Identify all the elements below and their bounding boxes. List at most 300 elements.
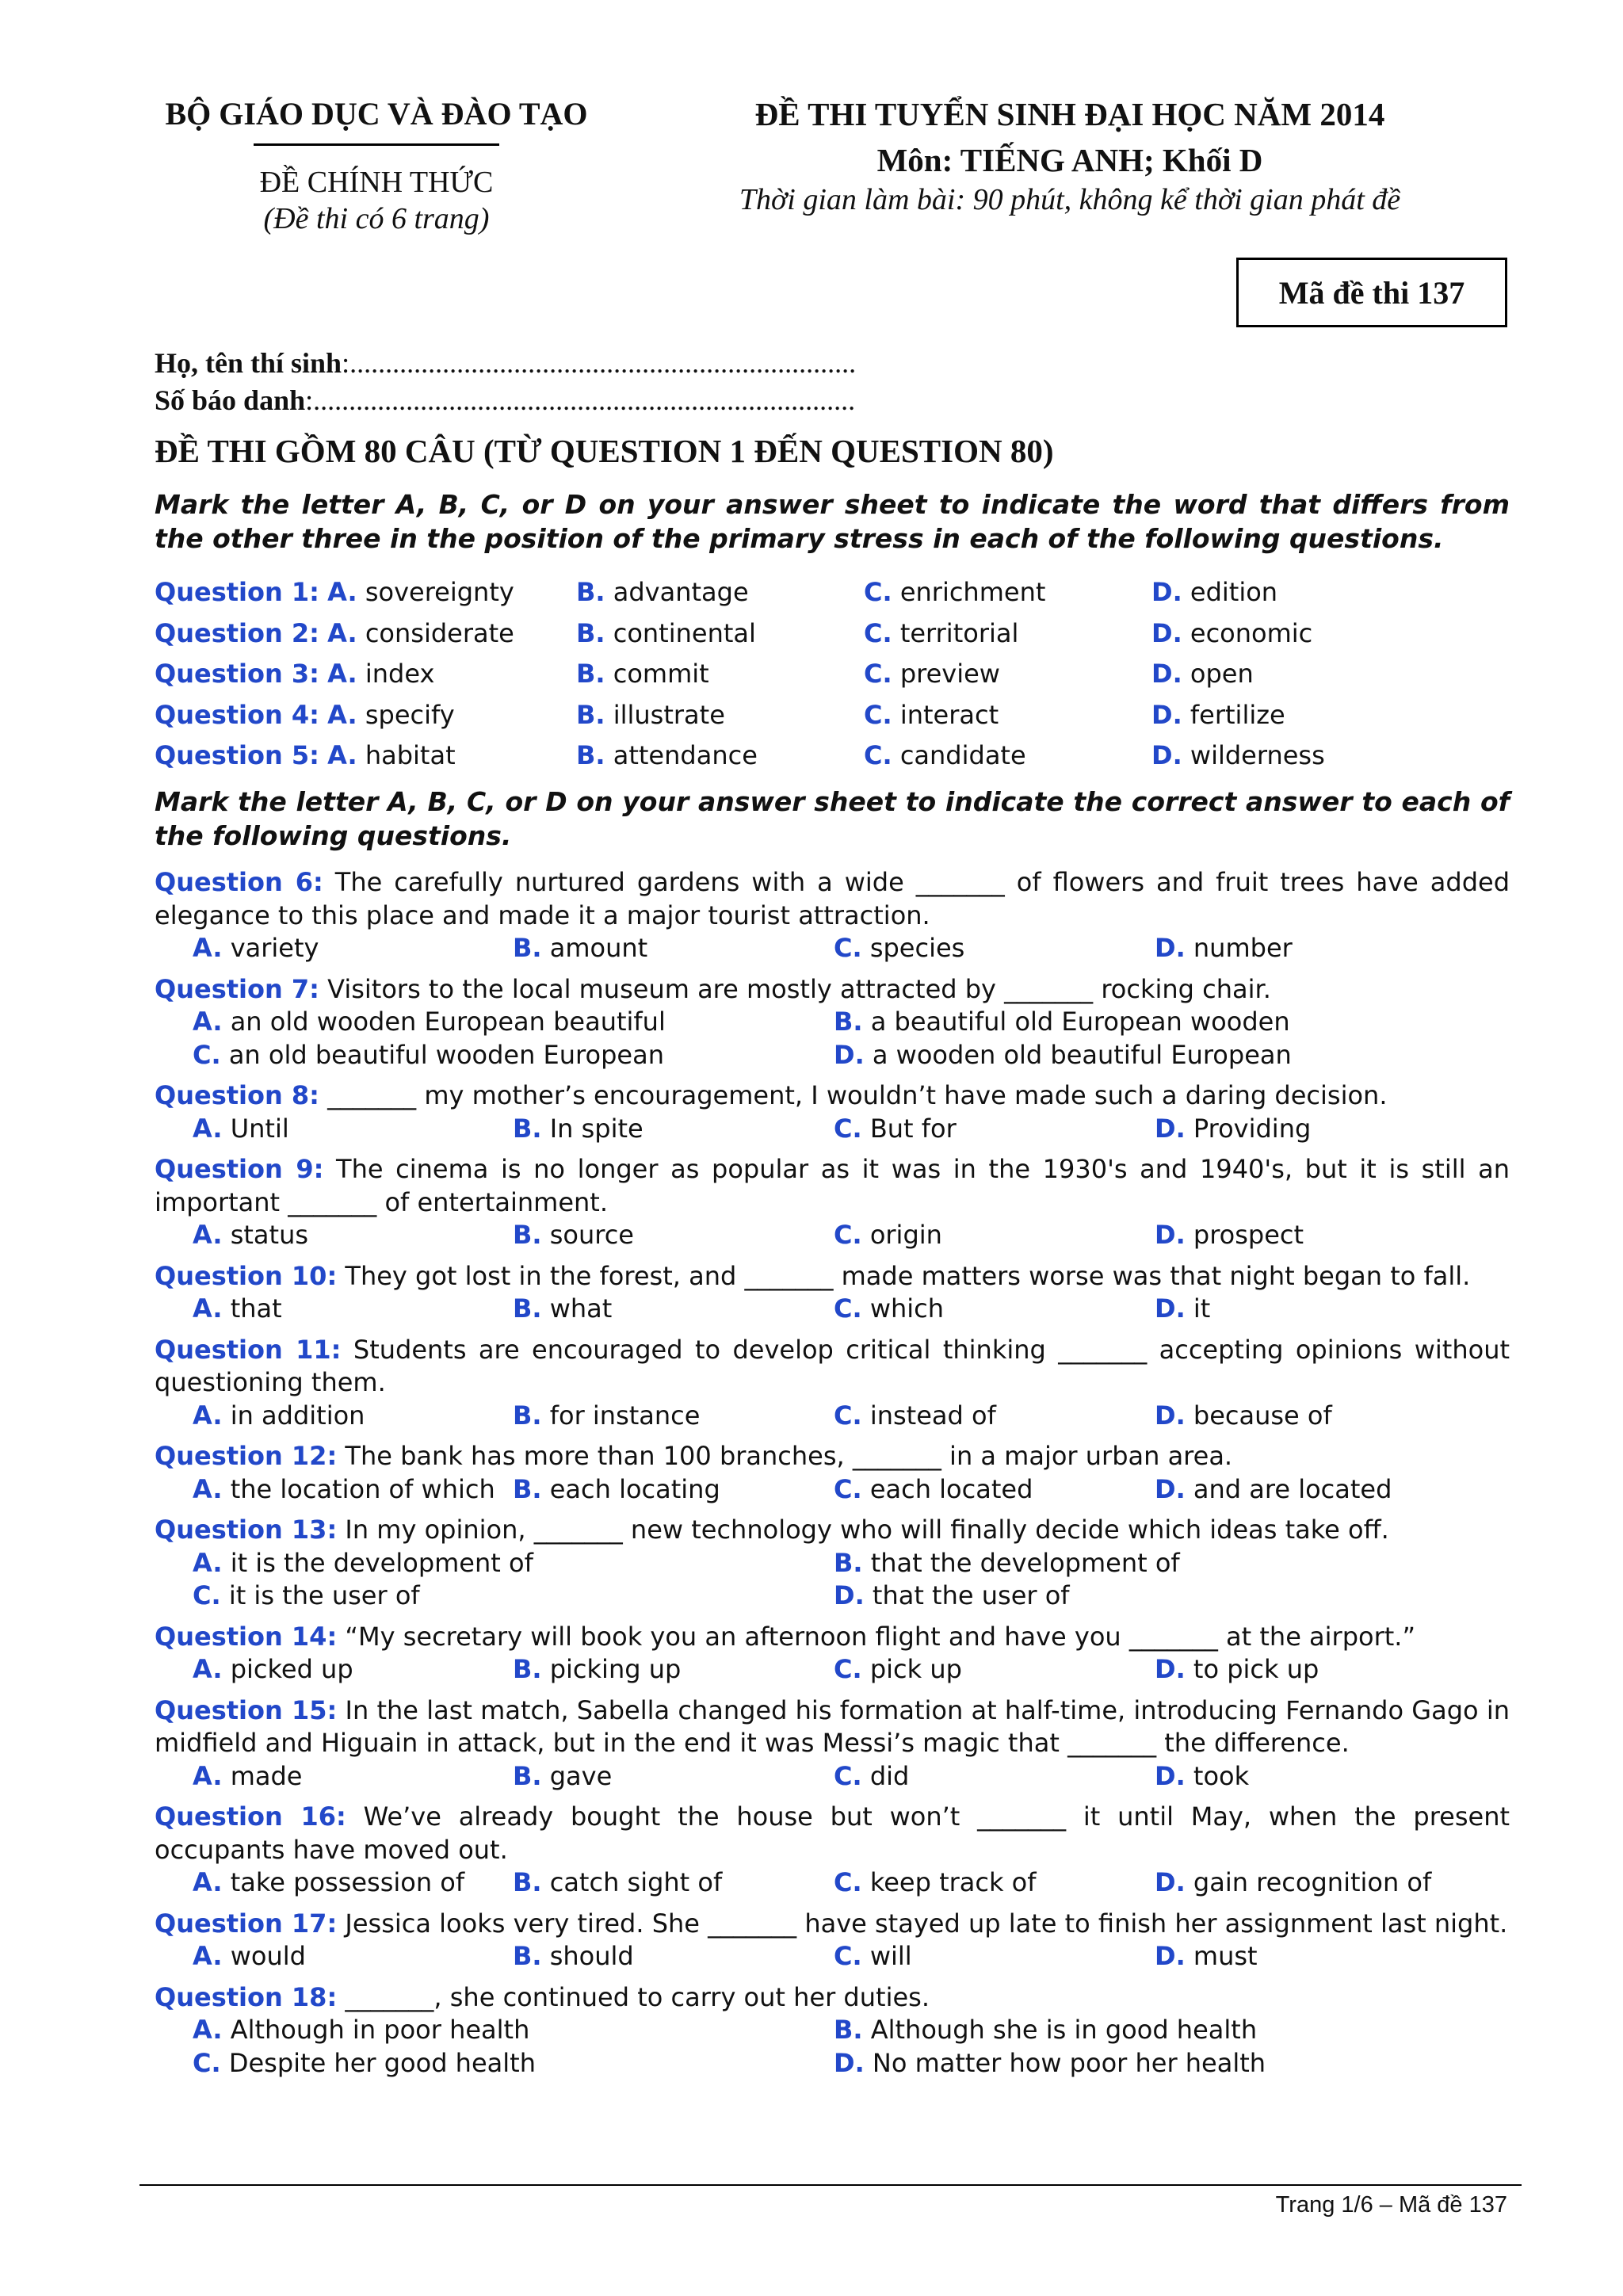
- answer-option-a[interactable]: [193, 1866, 464, 1900]
- question-first-column: [155, 572, 514, 613]
- option-letter: A.: [193, 2015, 223, 2045]
- option-text: open: [1190, 659, 1254, 689]
- option-text: sovereignty: [365, 577, 514, 607]
- option-text: interact: [899, 699, 999, 730]
- option-text: Although in poor health: [230, 2015, 530, 2045]
- option-letter: B.: [834, 1547, 863, 1578]
- option-letter: D.: [834, 2047, 865, 2078]
- option-letter: B.: [513, 1113, 542, 1144]
- answer-option-a[interactable]: [193, 1547, 533, 1580]
- option-letter: C.: [834, 1220, 862, 1250]
- option-text: variety: [230, 933, 319, 963]
- question-first-column: [155, 654, 434, 695]
- answer-option-a[interactable]: [193, 1400, 365, 1433]
- candidate-name-label: Họ, tên thí sinh: [155, 347, 342, 379]
- question-item: [155, 1801, 1510, 1900]
- answer-option-c[interactable]: [864, 572, 1045, 613]
- answer-option-a[interactable]: [193, 1760, 302, 1794]
- question-text-line: [155, 1440, 1510, 1473]
- question-text-line: [155, 1694, 1510, 1760]
- question-label: Question 15:: [155, 1694, 338, 1725]
- exam-time: Thời gian làm bài: 90 phút, không kể thời gian phát đề: [739, 183, 1401, 216]
- question-text-line: [155, 866, 1510, 932]
- answer-option-b[interactable]: [834, 1547, 1180, 1580]
- question-item: [155, 1260, 1510, 1326]
- option-text: catch sight of: [549, 1867, 723, 1897]
- option-text: advantage: [613, 577, 749, 607]
- stress-instructions: Mark the letter A, B, C, or D on your answer sheet to indicate the word that differs from the other three in the position of the primary stress in each of the following questions.: [155, 489, 1510, 554]
- option-letter: C.: [834, 1941, 862, 1971]
- question-item: [155, 866, 1510, 965]
- option-letter: A.: [327, 577, 357, 607]
- question-item: [155, 1153, 1510, 1252]
- option-text: Until: [230, 1113, 289, 1144]
- answer-option-b[interactable]: [576, 735, 758, 777]
- question-label: Question 10:: [155, 1260, 338, 1291]
- option-letter: C.: [864, 659, 892, 689]
- option-letter: A.: [193, 1220, 223, 1250]
- answer-option-b[interactable]: [834, 2014, 1257, 2047]
- candidate-name-line: [155, 346, 856, 380]
- answer-option-a[interactable]: [193, 1113, 289, 1146]
- option-letter: D.: [1155, 1654, 1186, 1684]
- multiple-choice-questions: [155, 866, 1510, 2080]
- option-letter: B.: [834, 1007, 863, 1037]
- answer-option-a[interactable]: [193, 1940, 306, 1973]
- option-text: and are located: [1193, 1473, 1392, 1504]
- answer-option-d[interactable]: [1155, 1866, 1431, 1900]
- options-row: [155, 1039, 1510, 1072]
- question-text: In the last match, Sabella changed his formation at half-time, introducing Fernando Gago in midfield and Higuain in attack, but in the end it was Messi’s magic that _______ the difference.: [155, 1694, 1510, 1758]
- stress-question-row: [155, 735, 1510, 777]
- option-text: will: [869, 1941, 912, 1971]
- option-letter: D.: [1151, 617, 1182, 648]
- question-text: In my opinion, _______ new technology who will finally decide which ideas take off.: [345, 1515, 1389, 1545]
- answer-option-d[interactable]: [1155, 1113, 1311, 1146]
- option-text: candidate: [899, 740, 1026, 770]
- answer-option-b[interactable]: [513, 1866, 722, 1900]
- option-text: number: [1193, 933, 1293, 963]
- option-text: wilderness: [1190, 740, 1325, 770]
- option-text: origin: [869, 1220, 942, 1250]
- option-letter: B.: [576, 699, 605, 730]
- option-text: it: [1193, 1293, 1211, 1324]
- option-letter: B.: [576, 740, 605, 770]
- option-letter: C.: [834, 1473, 862, 1504]
- option-letter: C.: [864, 617, 892, 648]
- option-text: considerate: [365, 617, 514, 648]
- answer-option-d[interactable]: [834, 2047, 1266, 2080]
- option-text: specify: [365, 699, 455, 730]
- option-letter: C.: [864, 740, 892, 770]
- option-text: Providing: [1193, 1113, 1312, 1144]
- option-text: amount: [549, 933, 648, 963]
- candidate-name-dots: :.......................................................................: [342, 347, 857, 379]
- answer-option-b[interactable]: [513, 1400, 700, 1433]
- answer-option-d[interactable]: [1151, 613, 1312, 655]
- question-label: Question 12:: [155, 1441, 338, 1471]
- option-letter: D.: [1151, 659, 1182, 689]
- option-text: gave: [549, 1760, 613, 1791]
- question-text: “My secretary will book you an afternoon flight and have you _______ at the airport.”: [345, 1621, 1416, 1652]
- exam-title: ĐỀ THI TUYỂN SINH ĐẠI HỌC NĂM 2014: [754, 96, 1385, 132]
- option-text: pick up: [869, 1654, 962, 1684]
- question-label: Question 2:: [155, 617, 319, 648]
- answer-option-d[interactable]: [1155, 1473, 1392, 1507]
- option-text: it is the development of: [230, 1547, 533, 1578]
- options-row: [155, 1580, 1510, 1613]
- option-letter: D.: [1155, 1760, 1186, 1791]
- option-text: to pick up: [1193, 1654, 1319, 1684]
- question-item: [155, 1440, 1510, 1506]
- option-text: that the development of: [870, 1547, 1180, 1578]
- page-footer: Trang 1/6 – Mã đề 137: [1275, 2192, 1507, 2218]
- option-letter: A.: [193, 1867, 223, 1897]
- answer-option-c[interactable]: [834, 1653, 962, 1687]
- option-letter: A.: [193, 1941, 223, 1971]
- answer-option-c[interactable]: [834, 1400, 996, 1433]
- option-letter: D.: [1151, 577, 1182, 607]
- answer-option-b[interactable]: [513, 1940, 634, 1973]
- question-text-line: [155, 1079, 1510, 1113]
- option-letter: D.: [1155, 933, 1186, 963]
- question-label: Question 7:: [155, 973, 319, 1004]
- candidate-id-label: Số báo danh: [155, 384, 306, 416]
- answer-option-d[interactable]: [1155, 1293, 1210, 1326]
- answer-option-c[interactable]: [834, 1113, 957, 1146]
- option-text: instead of: [869, 1400, 996, 1431]
- options-row: [155, 1113, 1510, 1146]
- options-row: [155, 2047, 1510, 2080]
- stress-question-row: [155, 572, 1510, 613]
- question-text: We’ve already bought the house but won’t _______ it until May, when the present occupants have moved out.: [155, 1801, 1510, 1865]
- option-text: continental: [613, 617, 756, 648]
- question-text: _______ my mother’s encouragement, I wouldn’t have made such a daring decision.: [327, 1080, 1388, 1110]
- option-text: a wooden old beautiful European: [872, 1039, 1292, 1070]
- answer-option-b[interactable]: [576, 654, 709, 695]
- option-text: Although she is in good health: [870, 2015, 1258, 2045]
- question-label: Question 6:: [155, 867, 323, 897]
- options-row: [155, 1760, 1510, 1794]
- exam-code-box: Mã đề thi 137: [1236, 258, 1507, 327]
- question-text: Visitors to the local museum are mostly attracted by _______ rocking chair.: [327, 973, 1271, 1004]
- question-text-line: [155, 1981, 1510, 2015]
- option-letter: C.: [834, 1867, 862, 1897]
- option-letter: C.: [834, 1113, 862, 1144]
- exam-subject: Môn: TIẾNG ANH; Khối D: [876, 142, 1263, 178]
- option-text: made: [230, 1760, 303, 1791]
- options-row: [155, 932, 1510, 965]
- question-item: [155, 1514, 1510, 1613]
- answer-option-a[interactable]: [327, 577, 514, 607]
- option-letter: D.: [1155, 1941, 1186, 1971]
- option-text: attendance: [613, 740, 758, 770]
- answer-option-b[interactable]: [513, 932, 647, 965]
- option-letter: A.: [327, 659, 357, 689]
- answer-option-a[interactable]: [193, 1293, 282, 1326]
- question-label: Question 9:: [155, 1154, 324, 1184]
- question-label: Question 18:: [155, 1981, 338, 2012]
- question-first-column: [155, 735, 456, 777]
- option-letter: C.: [834, 1654, 862, 1684]
- option-text: should: [549, 1941, 634, 1971]
- answer-option-c[interactable]: [193, 1580, 420, 1613]
- option-text: that the user of: [872, 1580, 1070, 1610]
- stress-question-row: [155, 654, 1510, 695]
- stress-question-row: [155, 613, 1510, 655]
- answer-option-b[interactable]: [834, 1006, 1290, 1039]
- question-text-line: [155, 973, 1510, 1007]
- options-row: [155, 1547, 1510, 1580]
- answer-option-d[interactable]: [1151, 572, 1277, 613]
- option-text: which: [869, 1293, 945, 1324]
- answer-option-c[interactable]: [864, 695, 999, 736]
- option-letter: D.: [1155, 1113, 1186, 1144]
- answer-option-a[interactable]: [193, 1219, 308, 1252]
- answer-option-a[interactable]: [193, 1006, 666, 1039]
- question-item: [155, 1694, 1510, 1794]
- answer-option-b[interactable]: [576, 572, 749, 613]
- answer-option-a[interactable]: [327, 618, 514, 648]
- option-letter: A.: [327, 617, 357, 648]
- question-text: The cinema is no longer as popular as it was in the 1930's and 1940's, but it is still an important _______ of entertainment.: [155, 1154, 1510, 1217]
- option-letter: B.: [834, 2015, 863, 2045]
- question-text-line: [155, 1334, 1510, 1400]
- option-text: commit: [613, 659, 709, 689]
- official-label: ĐỀ CHÍNH THỨC: [259, 166, 494, 199]
- options-row: [155, 1940, 1510, 1973]
- option-text: fertilize: [1190, 699, 1285, 730]
- question-text-line: [155, 1621, 1510, 1654]
- options-row: [155, 1866, 1510, 1900]
- option-text: each located: [869, 1473, 1033, 1504]
- answer-option-c[interactable]: [834, 1760, 909, 1794]
- option-text: keep track of: [869, 1867, 1037, 1897]
- candidate-id-line: [155, 384, 855, 417]
- option-letter: A.: [193, 1007, 223, 1037]
- option-letter: A.: [193, 1293, 223, 1324]
- option-letter: B.: [513, 1867, 542, 1897]
- answer-option-c[interactable]: [834, 932, 964, 965]
- header-right: [674, 95, 1466, 217]
- option-text: illustrate: [613, 699, 725, 730]
- option-letter: C.: [834, 1293, 862, 1324]
- answer-option-d[interactable]: [1155, 932, 1293, 965]
- option-text: preview: [899, 659, 1000, 689]
- option-text: Despite her good health: [228, 2047, 536, 2078]
- option-text: enrichment: [899, 577, 1046, 607]
- option-text: economic: [1190, 617, 1313, 648]
- answer-option-b[interactable]: [576, 613, 756, 655]
- option-text: edition: [1190, 577, 1278, 607]
- option-letter: B.: [513, 1654, 542, 1684]
- option-text: an old wooden European beautiful: [230, 1007, 666, 1037]
- answer-option-d[interactable]: [1155, 1653, 1319, 1687]
- answer-option-b[interactable]: [513, 1113, 643, 1146]
- option-letter: B.: [513, 1293, 542, 1324]
- answer-option-b[interactable]: [513, 1219, 634, 1252]
- options-row: [155, 1219, 1510, 1252]
- answer-option-a[interactable]: [193, 2014, 529, 2047]
- answer-option-a[interactable]: [193, 932, 319, 965]
- answer-option-a[interactable]: [327, 740, 455, 770]
- option-text: for instance: [549, 1400, 701, 1431]
- option-text: status: [230, 1220, 309, 1250]
- option-text: the location of which: [230, 1473, 495, 1504]
- option-letter: C.: [193, 1039, 221, 1070]
- option-letter: D.: [1151, 740, 1182, 770]
- option-letter: D.: [1155, 1400, 1186, 1431]
- option-text: because of: [1193, 1400, 1332, 1431]
- question-label: Question 13:: [155, 1515, 338, 1545]
- question-text: They got lost in the forest, and _______ made matters worse was that night began to fall.: [345, 1260, 1471, 1291]
- question-item: [155, 1908, 1510, 1973]
- option-text: territorial: [899, 617, 1019, 648]
- question-label: Question 17:: [155, 1908, 338, 1939]
- option-letter: B.: [513, 933, 542, 963]
- option-letter: D.: [1151, 699, 1182, 730]
- question-text: The carefully nurtured gardens with a wide _______ of flowers and fruit trees have added elegance to this place and made it a major tourist attraction.: [155, 867, 1510, 930]
- ministry-name: BỘ GIÁO DỤC VÀ ĐÀO TẠO: [165, 96, 588, 132]
- question-label: Question 1:: [155, 577, 319, 607]
- answer-option-d[interactable]: [1155, 1400, 1332, 1433]
- answer-option-c[interactable]: [864, 735, 1026, 777]
- options-row: [155, 1473, 1510, 1507]
- answer-option-a[interactable]: [193, 1473, 495, 1507]
- options-row: [155, 1653, 1510, 1687]
- option-text: must: [1193, 1941, 1258, 1971]
- option-letter: D.: [1155, 1867, 1186, 1897]
- option-text: picked up: [230, 1654, 353, 1684]
- option-letter: D.: [834, 1039, 865, 1070]
- options-row: [155, 1293, 1510, 1326]
- answer-option-c[interactable]: [834, 1940, 912, 1973]
- option-text: habitat: [365, 740, 456, 770]
- question-label: Question 8:: [155, 1080, 319, 1110]
- question-item: [155, 973, 1510, 1072]
- question-text-line: [155, 1260, 1510, 1293]
- option-letter: B.: [513, 1400, 542, 1431]
- option-letter: B.: [513, 1473, 542, 1504]
- question-label: Question 3:: [155, 659, 319, 689]
- answer-option-b[interactable]: [513, 1293, 612, 1326]
- option-letter: C.: [193, 1580, 221, 1610]
- option-text: did: [869, 1760, 910, 1791]
- answer-option-c[interactable]: [193, 2047, 536, 2080]
- option-letter: A.: [193, 933, 223, 963]
- header-left: [151, 95, 602, 236]
- option-text: No matter how poor her health: [872, 2047, 1266, 2078]
- answer-option-b[interactable]: [576, 695, 725, 736]
- option-letter: B.: [576, 659, 605, 689]
- option-text: In spite: [549, 1113, 643, 1144]
- option-letter: C.: [864, 577, 892, 607]
- answer-option-c[interactable]: [864, 613, 1018, 655]
- footer-divider: [139, 2184, 1522, 2186]
- question-text: Jessica looks very tired. She _______ have stayed up late to finish her assignment last night.: [345, 1908, 1508, 1939]
- option-text: a beautiful old European wooden: [870, 1007, 1290, 1037]
- answer-option-c[interactable]: [834, 1866, 1037, 1900]
- question-item: [155, 1079, 1510, 1145]
- options-row: [155, 2014, 1510, 2047]
- answer-option-d[interactable]: [834, 1039, 1292, 1072]
- answer-option-d[interactable]: [1155, 1219, 1304, 1252]
- answer-option-b[interactable]: [513, 1760, 612, 1794]
- stress-questions: [155, 572, 1510, 777]
- option-letter: B.: [513, 1760, 542, 1791]
- answer-option-b[interactable]: [513, 1473, 720, 1507]
- option-letter: A.: [193, 1654, 223, 1684]
- answer-option-c[interactable]: [193, 1039, 664, 1072]
- option-letter: C.: [864, 699, 892, 730]
- option-text: that: [230, 1293, 282, 1324]
- question-item: [155, 1334, 1510, 1433]
- answer-option-a[interactable]: [193, 1653, 353, 1687]
- option-text: took: [1193, 1760, 1250, 1791]
- answer-option-d[interactable]: [1151, 654, 1254, 695]
- question-text-line: [155, 1801, 1510, 1866]
- question-text: The bank has more than 100 branches, _______ in a major urban area.: [345, 1441, 1233, 1471]
- pages-note: (Đề thi có 6 trang): [263, 202, 490, 235]
- answer-option-d[interactable]: [834, 1580, 1070, 1613]
- option-letter: B.: [513, 1220, 542, 1250]
- header-divider: [254, 143, 499, 146]
- option-text: take possession of: [230, 1867, 465, 1897]
- option-text: But for: [869, 1113, 957, 1144]
- option-letter: A.: [193, 1400, 223, 1431]
- question-text-line: [155, 1153, 1510, 1219]
- correct-answer-instructions: Mark the letter A, B, C, or D on your answer sheet to indicate the correct answer to each of the following questions.: [155, 786, 1510, 851]
- option-letter: A.: [193, 1473, 223, 1504]
- answer-option-a[interactable]: [327, 659, 434, 689]
- answer-option-d[interactable]: [1151, 735, 1325, 777]
- option-letter: C.: [193, 2047, 221, 2078]
- answer-option-d[interactable]: [1155, 1940, 1258, 1973]
- option-letter: D.: [834, 1580, 865, 1610]
- option-letter: A.: [193, 1113, 223, 1144]
- option-text: picking up: [549, 1654, 682, 1684]
- stress-question-row: [155, 695, 1510, 736]
- answer-option-d[interactable]: [1151, 695, 1285, 736]
- option-letter: D.: [1155, 1473, 1186, 1504]
- answer-option-c[interactable]: [834, 1473, 1033, 1507]
- question-label: Question 16:: [155, 1801, 346, 1832]
- question-text: _______, she continued to carry out her duties.: [345, 1981, 930, 2012]
- section-title: ĐỀ THI GỒM 80 CÂU (TỪ QUESTION 1 ĐẾN QUESTION 80): [155, 433, 1054, 469]
- question-label: Question 11:: [155, 1334, 342, 1365]
- option-text: prospect: [1193, 1220, 1304, 1250]
- option-letter: B.: [576, 617, 605, 648]
- answer-option-c[interactable]: [834, 1293, 944, 1326]
- question-text: Students are encouraged to develop critical thinking _______ accepting opinions without questioning them.: [155, 1334, 1510, 1397]
- options-row: [155, 1006, 1510, 1039]
- question-label: Question 14:: [155, 1621, 338, 1652]
- option-letter: A.: [327, 699, 357, 730]
- option-letter: B.: [513, 1941, 542, 1971]
- option-text: an old beautiful wooden European: [228, 1039, 664, 1070]
- answer-option-c[interactable]: [864, 654, 1000, 695]
- answer-option-b[interactable]: [513, 1653, 681, 1687]
- question-item: [155, 1981, 1510, 2080]
- option-letter: C.: [834, 1400, 862, 1431]
- answer-option-d[interactable]: [1155, 1760, 1249, 1794]
- answer-option-a[interactable]: [327, 700, 454, 730]
- candidate-id-dots: :............................................................................: [305, 384, 856, 416]
- answer-option-c[interactable]: [834, 1219, 942, 1252]
- question-item: [155, 1621, 1510, 1687]
- question-text-line: [155, 1514, 1510, 1547]
- question-first-column: [155, 613, 514, 655]
